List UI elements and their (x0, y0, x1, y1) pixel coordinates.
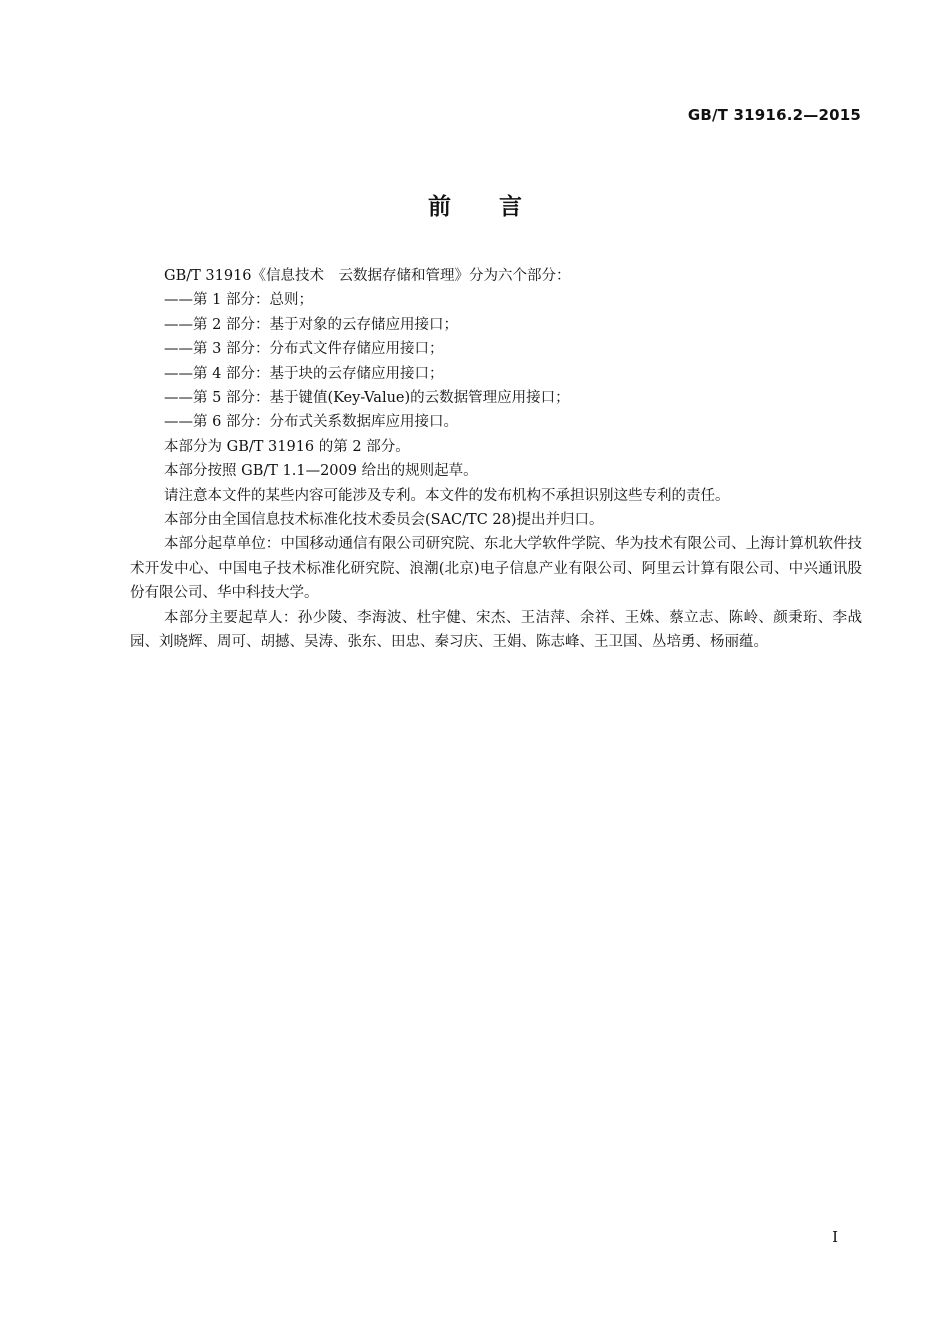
part-list-item-4: ——第 4 部分：基于块的云存储应用接口； (164, 365, 444, 382)
drafting-units-paragraph: 本部分起草单位：中国移动通信有限公司研究院、东北大学软件学院、华为技术有限公司、上海计算机软件技术开发中心、中国电子技术标准化研究院、浪潮(北京)电子信息产业有限公司、阿里云计算有限公司、中兴通讯股份有限公司、华中科技大学。 (130, 536, 862, 602)
patent-notice-paragraph: 请注意本文件的某些内容可能涉及专利。本文件的发布机构不承担识别这些专利的责任。 (164, 487, 730, 504)
standard-code: GB/T 31916.2—2015 (687, 106, 861, 124)
part-list-item-2: ——第 2 部分：基于对象的云存储应用接口； (164, 316, 458, 333)
foreword-body (130, 264, 862, 655)
drafting-rules-paragraph: 本部分按照 GB/T 1.1—2009 给出的规则起草。 (164, 463, 478, 480)
part-list-item-3: ——第 3 部分：分布式文件存储应用接口； (164, 341, 444, 358)
drafters-paragraph: 本部分主要起草人：孙少陵、李海波、杜宇健、宋杰、王洁萍、余祥、王姝、蔡立志、陈岭、颜秉珩、李战园、刘晓辉、周可、胡撼、吴涛、张东、田忠、秦习庆、王娟、陈志峰、王卫国、丛培勇、杨丽蕴。 (130, 609, 862, 651)
proposer-paragraph: 本部分由全国信息技术标准化技术委员会(SAC/TC 28)提出并归口。 (164, 512, 604, 529)
part-list-item-1: ——第 1 部分：总则； (164, 292, 313, 309)
page-number: I (832, 1228, 838, 1246)
part-list-item-5: ——第 5 部分：基于键值(Key-Value)的云数据管理应用接口； (164, 390, 570, 407)
part-list-item-6: ——第 6 部分：分布式关系数据库应用接口。 (164, 414, 458, 431)
intro-paragraph: GB/T 31916《信息技术 云数据存储和管理》分为六个部分： (164, 268, 571, 284)
page-title: 前言 (428, 194, 570, 220)
part-statement-paragraph: 本部分为 GB/T 31916 的第 2 部分。 (164, 438, 410, 455)
